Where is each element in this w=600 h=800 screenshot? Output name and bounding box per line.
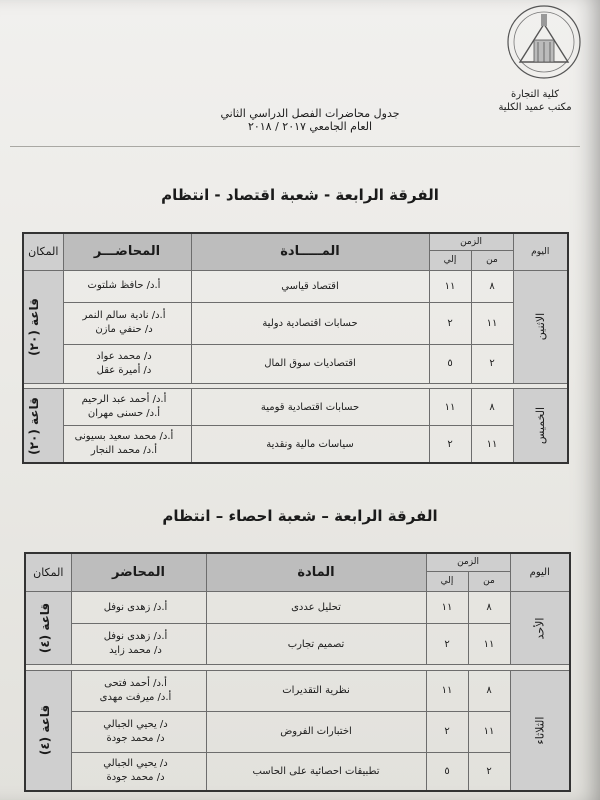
table-row (23, 344, 568, 383)
place-label: قاعة (٢٠) (26, 297, 41, 356)
schedule-heading (160, 107, 460, 133)
lecturer-name: أ.د/ حافظ شلتوت (87, 280, 161, 292)
lecturer-name: أ.د/ زهدى نوفل (103, 601, 168, 613)
time-to: ٢ (429, 426, 471, 463)
lecturer (71, 752, 206, 791)
day-header: اليوم (513, 233, 568, 270)
lecturer-name: د/ أميرة عقل (96, 364, 152, 376)
college-header (480, 88, 590, 114)
place-label: قاعة (٤) (38, 602, 53, 654)
time-to: ٢ (429, 303, 471, 344)
time-from: ٨ (471, 270, 513, 303)
place-label: قاعة (٢٠) (26, 396, 41, 455)
time-header: الزمن (426, 553, 510, 571)
subject: اقتصاديات سوق المال (191, 344, 429, 383)
lecturer-name: أ.د/ نادية سالم النمر (82, 310, 166, 322)
section-title-economics: الفرقة الرابعة - شعبة اقتصاد - انتظام (161, 186, 439, 204)
lecturer (71, 670, 206, 711)
subject-header: المادة (206, 553, 426, 592)
subject-header: المـــــادة (191, 233, 429, 270)
time-to: ٥ (426, 752, 468, 791)
lecturer-header: المحاضـــر (63, 233, 191, 270)
lecturer-name: أ.د/ محمد النجار (90, 445, 158, 457)
lecturer-name: د/ حنفي مازن (95, 324, 153, 336)
from-header: من (468, 571, 510, 591)
lecturer-header: المحاضر (71, 553, 206, 592)
time-from: ٢ (468, 752, 510, 791)
lecturer (63, 389, 191, 426)
time-from: ١١ (471, 426, 513, 463)
schedule-title: جدول محاضرات الفصل الدراسي الثاني (220, 107, 400, 120)
table-row (25, 592, 570, 624)
from-header: من (471, 250, 513, 270)
lecturer-name: د/ يحيي الجبالي (103, 718, 168, 730)
time-to: ١١ (429, 270, 471, 303)
time-from: ٨ (468, 592, 510, 624)
lecturer-name: أ.د/ أحمد عبد الرحيم (81, 394, 167, 406)
time-to: ٢ (426, 624, 468, 665)
table-row (25, 670, 570, 711)
lecturer (71, 624, 206, 665)
time-to: ٢ (426, 711, 468, 752)
place-cell (23, 389, 63, 463)
day-label: الاثنين (533, 313, 547, 341)
economics-schedule-table (22, 232, 569, 464)
day-cell (513, 270, 568, 383)
college-name: كلية التجارة (510, 89, 560, 100)
time-to: ١١ (426, 592, 468, 624)
time-to: ١١ (426, 670, 468, 711)
place-cell (23, 270, 63, 383)
dean-office: مكتب عميد الكلية (498, 102, 572, 113)
academic-year: العام الجامعي ٢٠١٧ / ٢٠١٨ (247, 120, 373, 133)
university-logo-icon (500, 2, 588, 82)
lecturer (63, 344, 191, 383)
day-cell (510, 592, 570, 665)
lecturer (63, 270, 191, 303)
lecturer-name: أ.د/ حسنى مهران (87, 408, 161, 420)
time-from: ١١ (468, 711, 510, 752)
time-to: ١١ (429, 389, 471, 426)
place-label: قاعة (٤) (38, 705, 53, 756)
time-from: ١١ (471, 303, 513, 344)
subject: تحليل عددى (206, 592, 426, 624)
day-cell (510, 670, 570, 791)
to-header: إلي (426, 571, 468, 591)
day-label: الثلاثاء (533, 716, 547, 745)
subject: حسابات اقتصادية قومية (191, 389, 429, 426)
time-from: ٨ (468, 670, 510, 711)
subject: سياسات مالية ونقدية (191, 426, 429, 463)
table-row (25, 624, 570, 665)
lecturer (63, 426, 191, 463)
day-label: الأحد (533, 617, 547, 640)
lecturer-name: أ.د/ ميرفت مهدى (99, 691, 172, 703)
subject: اقتصاد قياسي (191, 270, 429, 303)
subject: نظرية التقديرات (206, 670, 426, 711)
day-label: الخميس (533, 407, 547, 445)
place-header: المكان (25, 553, 71, 592)
lecturer-name: د/ محمد عواد (96, 350, 152, 362)
lecturer-name: أ.د/ محمد سعيد بسيونى (74, 431, 174, 443)
header-divider (10, 146, 580, 147)
lecturer-name: أ.د/ زهدى نوفل (103, 631, 168, 643)
lecturer-name: د/ محمد جودة (106, 772, 165, 784)
subject: اختبارات الفروض (206, 711, 426, 752)
subject: حسابات اقتصادية دولية (191, 303, 429, 344)
time-header: الزمن (429, 233, 513, 250)
table-row (23, 389, 568, 426)
table-row (25, 752, 570, 791)
table-row (23, 270, 568, 303)
day-cell (513, 389, 568, 463)
time-from: ٨ (471, 389, 513, 426)
to-header: إلي (429, 250, 471, 270)
subject: تصميم تجارب (206, 624, 426, 665)
table-row (23, 303, 568, 344)
lecturer-name: د/ محمد زايد (109, 645, 162, 657)
lecturer (71, 711, 206, 752)
lecturer (63, 303, 191, 344)
time-to: ٥ (429, 344, 471, 383)
lecturer-name: أ.د/ أحمد فتحى (104, 677, 167, 689)
subject: تطبيقات احصائية على الحاسب (206, 752, 426, 791)
place-cell (25, 670, 71, 791)
section-title-statistics: الفرقة الرابعة – شعبة احصاء – انتظام (162, 507, 438, 525)
place-header: المكان (23, 233, 63, 270)
day-header: اليوم (510, 553, 570, 592)
table-row (23, 426, 568, 463)
time-from: ١١ (468, 624, 510, 665)
lecturer (71, 592, 206, 624)
time-from: ٢ (471, 344, 513, 383)
lecturer-name: د/ محمد جودة (106, 732, 165, 744)
lecturer-name: د/ يحيي الجبالي (103, 758, 168, 770)
table-row (25, 711, 570, 752)
statistics-schedule-table (24, 552, 571, 792)
place-cell (25, 592, 71, 665)
